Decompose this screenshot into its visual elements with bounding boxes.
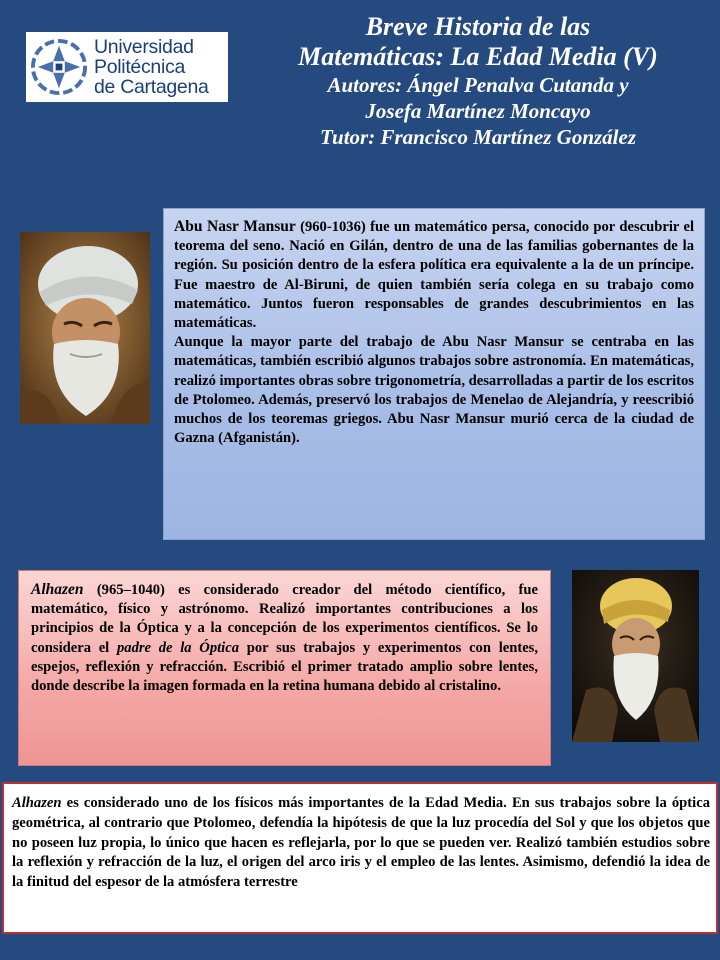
alhazen-paragraph <box>31 580 538 696</box>
alhazen-name: Alhazen <box>31 581 84 598</box>
abu-paragraph-2: Aunque la mayor parte del trabajo de Abu Nasr Mansur se centraba en las matemáticas, también escribió algunos trabajos sobre astronomía. En matemáticas, realizó importantes obras sobre trigonometría, desarrolladas a partir de los escritos de Ptolomeo. Además, preservó los trabajos de Menelao de Alejandría, y reescribió muchos de los teoremas griegos. Abu Nasr Mansur murió cerca de la ciudad de Gazna (Afganistán). <box>174 334 694 447</box>
abu-nasr-mansur-portrait <box>20 232 150 424</box>
alhazen-text-italic: padre de la Óptica <box>116 639 240 656</box>
poster-title-line-1: Breve Historia de las <box>365 12 591 41</box>
poster-header <box>240 12 716 150</box>
alhazen-summary-paragraph <box>12 794 710 893</box>
authors-line-1: Autores: Ángel Penalva Cutanda y <box>327 73 629 97</box>
tutor-line: Tutor: Francisco Martínez González <box>319 125 636 149</box>
authors-line-2: Josefa Martínez Moncayo <box>365 99 591 123</box>
abu-nasr-mansur-text-box <box>163 208 705 540</box>
logo-line-3: de Cartagena <box>94 76 209 98</box>
logo-wordmark <box>94 37 209 97</box>
summary-text: es considerado uno de los físicos más importantes de la Edad Media. En sus trabajos sobre la óptica geométrica, al contrario que Ptolomeo, defendía la hipótesis de que la luz procedía del Sol y que los objetos que no poseen luz propia, lo único que hacen es reflejarla, por lo que se pueden ver. Realizó también estudios sobre la reflexión y refracción de la luz, el origen del arco iris y el empleo de las lentes. Asimismo, defendió la idea de la finitud del espesor de la atmósfera terrestre <box>12 795 710 891</box>
alhazen-text-b: por sus trabajos y experimentos con lentes, espejos, reflexión y refracción. Escribió el primer tratado amplio sobre lentes, donde describe la imagen formada en la retina humana debido al cristalino. <box>31 639 539 695</box>
abu-name: Abu Nasr Mansur <box>174 218 296 235</box>
alhazen-portrait <box>572 570 699 742</box>
abu-paragraph-1 <box>174 217 694 333</box>
poster-title-line-2: Matemáticas: La Edad Media (V) <box>298 42 658 71</box>
logo-line-2: Politécnica <box>94 56 186 78</box>
alhazen-text-box <box>18 570 551 766</box>
alhazen-summary-box <box>2 782 718 934</box>
alhazen-text-a: (965–1040) es considerado creador del método científico, fue matemático, físico y astrónomo. Realizó importantes contribuciones a los principios de la Óptica y a la concepción de los experimentos científicos. Se lo considera el <box>31 582 538 656</box>
upct-cross-emblem-icon <box>30 38 88 96</box>
abu-paragraph-1-text: (960-1036) fue un matemático persa, conocido por descubrir el teorema del seno. Nació en Gilán, dentro de una de las familias gobernantes de la región. Su posición dentro de la esfera política era equivalente a la de un príncipe. Fue maestro de Al-Biruni, de quien también sería colega en su trabajo como matemático. Juntos fueron responsables de grandes descubrimientos en las matemáticas. <box>174 219 694 332</box>
summary-alhazen-name: Alhazen <box>12 795 62 811</box>
university-logo <box>26 32 228 102</box>
logo-line-1: Universidad <box>94 36 194 58</box>
